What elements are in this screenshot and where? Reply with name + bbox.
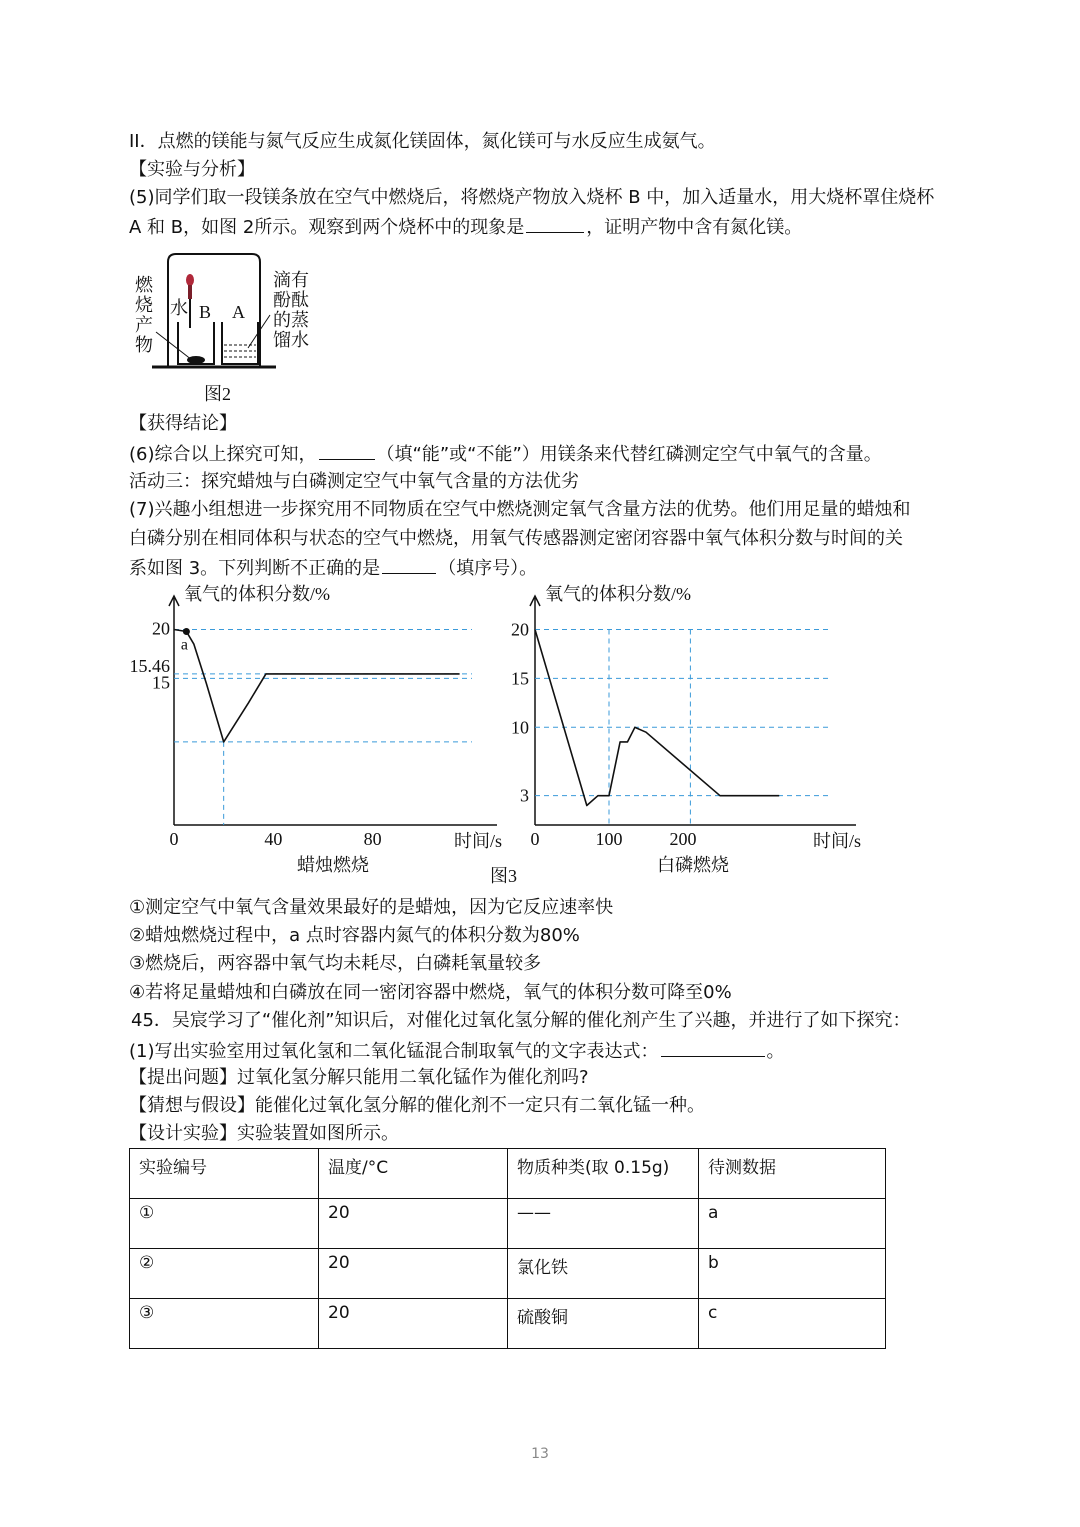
chart-title: 白磷燃烧 [657,855,729,875]
white-phosphorus-oxygen-chart [505,584,861,875]
text-segment: 。 [766,1041,785,1062]
table-cell: 20 [319,1299,508,1349]
figure-2-right-label [273,270,309,350]
figure-2-left-label [134,275,154,355]
figure-2-water-label: 水 [170,298,188,318]
y-tick-label: 20 [152,618,170,639]
table-cell: ① [130,1199,319,1249]
text-line: 【提出问题】过氧化氢分解只能用二氧化锰作为催化剂吗? [129,1067,589,1088]
figure-3-caption: 图3 [490,866,517,886]
candle-series-line [174,630,460,742]
text-segment: A 和 B，如图 2所示。观察到两个烧杯中的现象是 [129,217,525,238]
x-axis-label: 时间/s [453,831,502,851]
y-axis-label: 氧气的体积分数/% [545,584,691,604]
option-2: ②蜡烛燃烧过程中，a 点时容器内氮气的体积分数为80% [129,925,580,946]
table-cell: 氯化铁 [508,1249,699,1299]
y-tick-label: 15 [152,672,170,693]
text-segment: (1)写出实验室用过氧化氢和二氧化锰混合制取氧气的文字表达式： [129,1041,659,1062]
table-cell: ② [130,1249,319,1299]
answer-blank[interactable] [382,555,436,574]
text-segment: （填序号）。 [438,558,538,579]
answer-blank[interactable] [526,214,584,233]
candle-oxygen-chart [120,584,502,875]
answer-blank[interactable] [319,441,375,460]
table-cell: a [699,1199,886,1249]
text-line [129,1038,785,1064]
label-char: 烧 [135,295,153,315]
table-row [130,1299,886,1349]
label-line: 滴有 [273,270,309,290]
table-row [130,1199,886,1249]
table-cell: b [699,1249,886,1299]
y-tick-label: 3 [520,785,529,806]
y-tick-label: 20 [511,619,529,640]
x-tick-label: 80 [363,829,382,849]
option-4: ④若将足量蜡烛和白磷放在同一密闭容器中燃烧，氧气的体积分数可降至0% [129,982,732,1003]
table-header-row [130,1149,886,1199]
figure-2-caption: 图2 [204,384,231,404]
label-char: 燃 [135,275,153,295]
y-tick-label: 10 [511,717,529,738]
option-1: ①测定空气中氧气含量效果最好的是蜡烛，因为它反应速率快 [129,897,614,918]
text-line: 白磷分别在相同体积与状态的空气中燃烧，用氧气传感器测定密闭容器中氧气体积分数与时间的关 [129,528,903,549]
text-segment: (6)综合以上探究可知， [129,444,317,465]
option-3: ③燃烧后，两容器中氧气均未耗尽，白磷耗氧量较多 [129,953,542,974]
text-line [129,555,537,581]
point-a-label: a [180,636,188,654]
y-tick-label: 15.46 [129,655,170,676]
label-line: 酚酞 [273,290,309,310]
table-header-cell: 待测数据 [699,1149,886,1199]
text-segment: （填“能”或“不能”）用镁条来代替红磷测定空气中氧气的含量。 [376,444,882,465]
label-line: 的蒸 [273,310,309,330]
text-line: 活动三：探究蜡烛与白磷测定空气中氧气含量的方法优劣 [129,471,579,492]
text-segment: ，证明产物中含有氮化镁。 [586,217,803,238]
table-header-cell: 温度/°C [319,1149,508,1199]
question-45: 45．吴宸学习了“催化剂”知识后，对催化过氧化氢分解的催化剂产生了兴趣，并进行了如下探究： [131,1010,911,1031]
page-number: 13 [531,1446,549,1462]
figure-2-beaker-a-label: A [232,302,245,322]
x-axis-label: 时间/s [812,831,861,851]
table-row [130,1249,886,1299]
text-line: 【设计实验】实验装置如图所示。 [129,1123,399,1144]
label-char: 物 [135,335,153,355]
text-line: II．点燃的镁能与氮气反应生成氮化镁固体，氮化镁可与水反应生成氨气。 [129,131,716,152]
table-header-cell: 物质种类(取 0.15g) [508,1149,699,1199]
point-a-marker [183,628,190,635]
x-tick-label: 200 [669,829,697,849]
table-cell: c [699,1299,886,1349]
x-tick-label: 0 [169,829,179,849]
section-heading: 【实验与分析】 [129,159,255,180]
text-line: (7)兴趣小组想进一步探究用不同物质在空气中燃烧测定氧气含量方法的优势。他们用足量的蜡烛和 [129,499,911,520]
y-axis-label: 氧气的体积分数/% [184,584,330,604]
label-line: 馏水 [273,330,309,350]
text-line: (5)同学们取一段镁条放在空气中燃烧后，将燃烧产物放入烧杯 B 中，加入适量水，用大烧杯罩住烧杯 [129,187,935,208]
phosphorus-series-line [535,630,779,806]
x-tick-label: 100 [595,829,623,849]
x-tick-label: 40 [264,829,283,849]
x-tick-label: 0 [530,829,540,849]
table-cell: 硫酸铜 [508,1299,699,1349]
text-line: 【猜想与假设】能催化过氧化氢分解的催化剂不一定只有二氧化锰一种。 [129,1095,705,1116]
experiment-table [129,1148,886,1349]
table-cell: ③ [130,1299,319,1349]
figure-2-beaker-b-label: B [199,302,212,322]
table-header-cell: 实验编号 [130,1149,319,1199]
text-segment: 系如图 3。下列判断不正确的是 [129,558,381,579]
section-heading: 【获得结论】 [129,413,237,434]
chart-title: 蜡烛燃烧 [297,855,369,875]
table-cell: 20 [319,1249,508,1299]
y-tick-label: 15 [511,668,529,689]
answer-blank[interactable] [661,1038,765,1057]
text-line [129,214,802,240]
label-char: 产 [135,315,153,335]
table-cell: —— [508,1199,699,1249]
text-line [129,441,882,467]
table-cell: 20 [319,1199,508,1249]
